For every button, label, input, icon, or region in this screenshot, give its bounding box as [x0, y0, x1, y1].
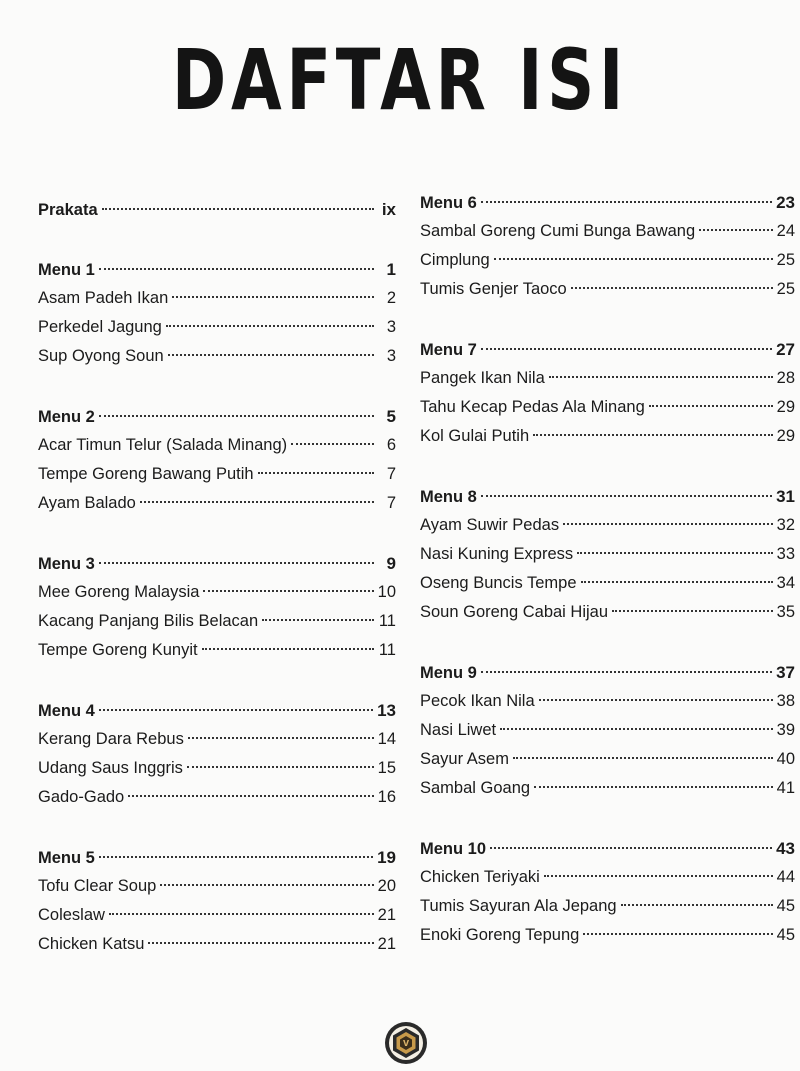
toc-entry: [420, 422, 795, 451]
dot-leader: [513, 757, 773, 759]
toc-entry: [420, 863, 795, 892]
dot-leader: [188, 737, 374, 739]
toc-entry: [38, 342, 396, 371]
toc-section-heading: [420, 482, 795, 511]
dot-leader: [168, 354, 374, 356]
toc-entry-page: 25: [776, 280, 795, 298]
dot-leader: [494, 258, 773, 260]
toc-entry-page: 6: [386, 436, 396, 454]
toc-entry-label: Mee Goreng Malaysia: [38, 583, 200, 601]
toc-section: [38, 195, 396, 224]
toc-section: [420, 482, 795, 627]
toc-section-heading: [420, 188, 795, 217]
toc-entry-label: Acar Timun Telur (Salada Minang): [38, 436, 288, 454]
toc-entry-label: Tahu Kecap Pedas Ala Minang: [420, 398, 645, 416]
toc-entry-page: 21: [377, 906, 396, 924]
dot-leader: [128, 795, 373, 797]
dot-leader: [544, 875, 773, 877]
dot-leader: [490, 847, 772, 849]
toc-section-heading: [38, 696, 396, 725]
dot-leader: [581, 581, 773, 583]
dot-leader: [533, 434, 772, 436]
dot-leader: [99, 268, 374, 270]
toc-heading-page: 9: [386, 554, 396, 573]
toc-heading-page: 27: [776, 340, 795, 359]
dot-leader: [172, 296, 374, 298]
dot-leader: [612, 610, 773, 612]
toc-entry-label: Tempe Goreng Bawang Putih: [38, 465, 254, 483]
toc-entry-label: Kol Gulai Putih: [420, 427, 530, 445]
toc-entry-page: 7: [386, 494, 396, 512]
toc-entry: [38, 754, 396, 783]
toc-heading-page: 23: [776, 193, 795, 212]
toc-entry-page: 28: [776, 369, 795, 387]
toc-entry-label: Sambal Goreng Cumi Bunga Bawang: [420, 222, 696, 240]
toc-heading-label: Menu 8: [420, 488, 477, 506]
toc-entry-label: Pecok Ikan Nila: [420, 692, 535, 710]
toc-entry-page: 11: [378, 612, 396, 630]
toc-entry: [420, 364, 795, 393]
toc-entry-page: 10: [377, 583, 396, 601]
toc-section-heading: [38, 255, 396, 284]
toc-entry: [420, 393, 795, 422]
dot-leader: [140, 501, 374, 503]
dot-leader: [258, 472, 374, 474]
dot-leader: [481, 671, 772, 673]
toc-section: [38, 402, 396, 518]
dot-leader: [262, 619, 374, 621]
toc-heading-page: 19: [377, 848, 396, 867]
toc-heading-label: Prakata: [38, 201, 98, 219]
toc-entry-page: 24: [776, 222, 795, 240]
toc-entry-page: 25: [776, 251, 795, 269]
toc-entry: [420, 569, 795, 598]
dot-leader: [187, 766, 374, 768]
toc-entry: [420, 217, 795, 246]
dot-leader: [571, 287, 773, 289]
dot-leader: [563, 523, 773, 525]
dot-leader: [539, 699, 773, 701]
toc-entry-label: Enoki Goreng Tepung: [420, 926, 580, 944]
toc-entry-label: Udang Saus Inggris: [38, 759, 183, 777]
toc-entry-label: Tumis Genjer Taoco: [420, 280, 567, 298]
toc-entry-page: 2: [386, 289, 396, 307]
dot-leader: [148, 942, 373, 944]
toc-heading-label: Menu 5: [38, 849, 95, 867]
dot-leader: [99, 562, 374, 564]
toc-heading-label: Menu 7: [420, 341, 477, 359]
dot-leader: [500, 728, 773, 730]
toc-entry: [38, 930, 396, 959]
dot-leader: [291, 443, 374, 445]
toc-entry: [420, 540, 795, 569]
toc-entry-page: 3: [386, 318, 396, 336]
toc-entry-page: 20: [377, 877, 396, 895]
toc-entry-page: 21: [377, 935, 396, 953]
toc-entry: [38, 607, 396, 636]
toc-entry: [420, 275, 795, 304]
toc-section: [420, 335, 795, 451]
toc-entry-page: 11: [378, 641, 396, 659]
toc-entry-label: Nasi Liwet: [420, 721, 497, 739]
toc-entry-label: Coleslaw: [38, 906, 105, 924]
toc-entry-page: 33: [776, 545, 795, 563]
toc-section-heading: [38, 843, 396, 872]
toc-entry-page: 40: [776, 750, 795, 768]
toc-entry: [420, 687, 795, 716]
toc-entry-page: 38: [776, 692, 795, 710]
toc-entry-label: Ayam Balado: [38, 494, 136, 512]
toc-entry-label: Sayur Asem: [420, 750, 509, 768]
toc-entry-page: 44: [776, 868, 795, 886]
toc-heading-label: Menu 1: [38, 261, 95, 279]
dot-leader: [577, 552, 772, 554]
toc-entry: [38, 313, 396, 342]
dot-leader: [699, 229, 772, 231]
toc-entry-page: 3: [386, 347, 396, 365]
toc-entry-label: Perkedel Jagung: [38, 318, 162, 336]
toc-entry-label: Sup Oyong Soun: [38, 347, 164, 365]
toc-section-heading: [38, 195, 396, 224]
toc-entry-label: Kacang Panjang Bilis Belacan: [38, 612, 259, 630]
toc-entry: [38, 460, 396, 489]
dot-leader: [583, 933, 772, 935]
dot-leader: [549, 376, 773, 378]
toc-heading-page: ix: [381, 200, 396, 219]
toc-entry-label: Soun Goreng Cabai Hijau: [420, 603, 609, 621]
toc-entry-page: 45: [776, 897, 795, 915]
toc-entry-page: 7: [386, 465, 396, 483]
dot-leader: [202, 648, 374, 650]
toc-entry-page: 14: [377, 730, 396, 748]
toc-heading-label: Menu 6: [420, 194, 477, 212]
toc-entry-page: 29: [776, 427, 795, 445]
toc-entry-label: Sambal Goang: [420, 779, 531, 797]
toc-entry-label: Gado-Gado: [38, 788, 125, 806]
toc-entry: [38, 901, 396, 930]
dot-leader: [99, 709, 373, 711]
toc-entry-page: 16: [377, 788, 396, 806]
toc-entry: [38, 284, 396, 313]
toc-entry: [420, 774, 795, 803]
toc-section: [38, 255, 396, 371]
toc-entry: [420, 246, 795, 275]
toc-heading-label: Menu 3: [38, 555, 95, 573]
dot-leader: [109, 913, 374, 915]
dot-leader: [481, 495, 772, 497]
toc-entry-label: Chicken Teriyaki: [420, 868, 540, 886]
toc-heading-page: 1: [386, 260, 396, 279]
toc-section-heading: [420, 658, 795, 687]
dot-leader: [481, 201, 772, 203]
toc-entry: [38, 872, 396, 901]
toc-section-heading: [420, 335, 795, 364]
toc-entry: [38, 489, 396, 518]
toc-heading-label: Menu 2: [38, 408, 95, 426]
toc-entry-page: 29: [776, 398, 795, 416]
toc-heading-page: 37: [776, 663, 795, 682]
toc-section: [420, 188, 795, 304]
toc-section: [38, 549, 396, 665]
toc-left-column: [38, 195, 396, 990]
dot-leader: [102, 208, 374, 210]
dot-leader: [481, 348, 772, 350]
toc-heading-page: 5: [386, 407, 396, 426]
toc-entry-label: Oseng Buncis Tempe: [420, 574, 577, 592]
toc-entry-label: Pangek Ikan Nila: [420, 369, 545, 387]
toc-entry: [38, 431, 396, 460]
toc-section: [38, 843, 396, 959]
toc-entry-label: Asam Padeh Ikan: [38, 289, 169, 307]
toc-section-heading: [38, 549, 396, 578]
dot-leader: [160, 884, 373, 886]
toc-entry: [420, 892, 795, 921]
toc-section: [420, 658, 795, 803]
toc-entry-label: Tumis Sayuran Ala Jepang: [420, 897, 617, 915]
toc-section: [38, 696, 396, 812]
page-number: v: [402, 1037, 410, 1049]
toc-right-column: [420, 188, 795, 981]
toc-entry: [420, 745, 795, 774]
dot-leader: [203, 590, 373, 592]
toc-entry: [420, 598, 795, 627]
toc-entry-label: Ayam Suwir Pedas: [420, 516, 560, 534]
toc-entry-label: Nasi Kuning Express: [420, 545, 574, 563]
toc-entry-page: 32: [776, 516, 795, 534]
toc-entry-label: Chicken Katsu: [38, 935, 145, 953]
toc-heading-page: 13: [377, 701, 396, 720]
toc-entry: [38, 636, 396, 665]
toc-entry: [38, 578, 396, 607]
toc-heading-page: 43: [776, 839, 795, 858]
toc-heading-label: Menu 9: [420, 664, 477, 682]
dot-leader: [99, 856, 373, 858]
toc-entry-label: Tofu Clear Soup: [38, 877, 157, 895]
dot-leader: [166, 325, 374, 327]
dot-leader: [534, 786, 773, 788]
dot-leader: [621, 904, 773, 906]
toc-section-heading: [38, 402, 396, 431]
toc-entry: [420, 921, 795, 950]
page-title: DAFTAR ISI: [171, 31, 629, 129]
toc-heading-page: 31: [776, 487, 795, 506]
toc-entry-page: 15: [377, 759, 396, 777]
toc-entry-label: Kerang Dara Rebus: [38, 730, 184, 748]
toc-heading-label: Menu 4: [38, 702, 95, 720]
toc-entry-page: 45: [776, 926, 795, 944]
toc-entry-label: Tempe Goreng Kunyit: [38, 641, 198, 659]
toc-entry: [38, 725, 396, 754]
toc-entry: [38, 783, 396, 812]
toc-entry-label: Cimplung: [420, 251, 490, 269]
toc-section: [420, 834, 795, 950]
toc-entry-page: 35: [776, 603, 795, 621]
toc-section-heading: [420, 834, 795, 863]
toc-entry: [420, 511, 795, 540]
toc-heading-label: Menu 10: [420, 840, 487, 858]
dot-leader: [649, 405, 773, 407]
toc-entry-page: 34: [776, 574, 795, 592]
dot-leader: [99, 415, 374, 417]
toc-entry-page: 41: [776, 779, 795, 797]
page-number-badge: [383, 1020, 429, 1066]
toc-entry: [420, 716, 795, 745]
toc-entry-page: 39: [776, 721, 795, 739]
